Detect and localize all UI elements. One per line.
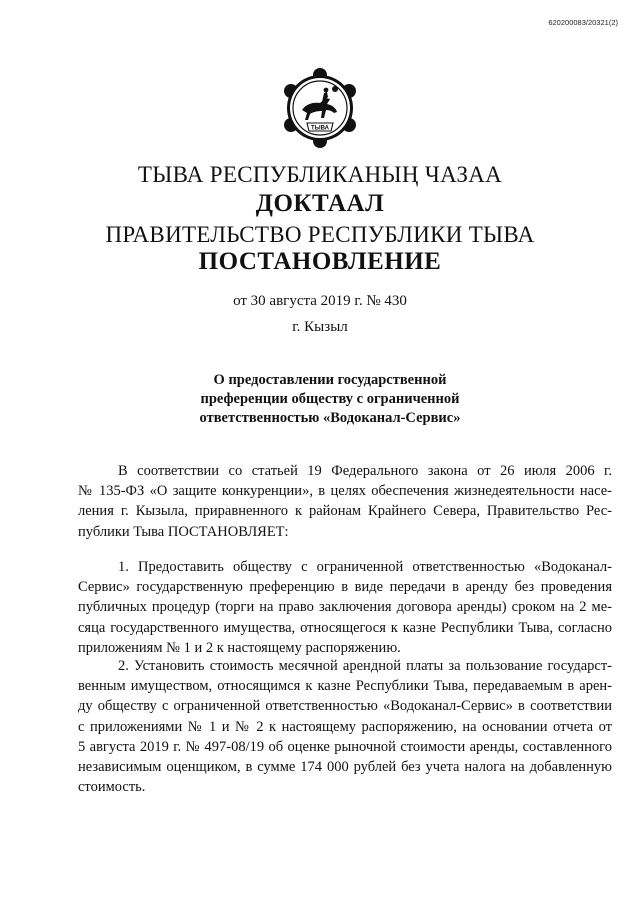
item-2-line: стоимость. — [78, 779, 146, 796]
russian-government-title: ПРАВИТЕЛЬСТВО РЕСПУБЛИКИ ТЫВА — [105, 222, 535, 247]
preamble-line: № 135-ФЗ «О защите конкуренции», в целях обеспечения жизнедеятельности насе- — [78, 483, 612, 500]
item-2-line: ду обществу с ограниченной ответственностью «Водоканал-Сервис» в соответствии — [78, 698, 612, 715]
tuva-emblem-icon — [280, 68, 360, 148]
item-1-paragraph — [78, 557, 612, 658]
tyvan-act-title: ДОКТААЛ — [255, 190, 385, 217]
subject-line: О предоставлении государственной — [213, 372, 447, 388]
resolution-city: г. Кызыл — [292, 319, 348, 335]
document-id: 620200083/20321(2) — [548, 18, 618, 27]
item-2-paragraph — [78, 656, 612, 797]
item-1-line: приложениям № 1 и 2 к настоящему распоряжению. — [78, 639, 401, 656]
preamble-line: В соответствии со статьей 19 Федерального закона от 26 июля 2006 г. — [118, 463, 612, 479]
item-2-line: 2. Установить стоимость месячной арендной платы за пользование государст- — [118, 658, 612, 674]
item-1-line: сяца государственного имущества, относящегося к казне Республики Тыва, согласно — [78, 619, 612, 636]
preamble-paragraph — [78, 461, 612, 542]
item-2-line: с приложениями № 1 и № 2 к настоящему распоряжению, на основании отчета от — [78, 718, 612, 735]
tyvan-government-title: ТЫВА РЕСПУБЛИКАНЫҢ ЧАЗАА — [137, 162, 503, 187]
preamble-line: ления г. Кызыла, приравненного к районам Крайнего Севера, Правительство Рес- — [78, 503, 612, 520]
emblem-ribbon-text: ТЫВА — [311, 125, 329, 132]
resolution-subject — [190, 371, 470, 428]
subject-line: ответственностью «Водоканал-Сервис» — [199, 410, 461, 426]
item-1-line: 1. Предоставить обществу с ограниченной ответственностью «Водоканал- — [118, 559, 612, 575]
russian-act-title: ПОСТАНОВЛЕНИЕ — [198, 248, 442, 275]
subject-line: преференции обществу с ограниченной — [200, 391, 460, 407]
item-2-line: 5 августа 2019 г. № 497-08/19 об оценке рыночной стоимости аренды, составленного — [78, 738, 612, 755]
resolution-date: от 30 августа 2019 г. № 430 — [233, 293, 407, 309]
item-1-line: публичных процедур (торги на право заключения договора аренды) сроком на 2 ме- — [78, 599, 612, 616]
item-2-line: независимым оценщиком, в сумме 174 000 рублей без учета налога на добавленную — [78, 759, 612, 776]
item-2-line: венным имуществом, относящимся к казне Республики Тыва, передаваемым в арен- — [78, 678, 612, 695]
item-1-line: Сервис» государственную преференцию в виде передачи в аренду без проведения — [78, 579, 612, 596]
preamble-line: публики Тыва ПОСТАНОВЛЯЕТ: — [78, 523, 289, 540]
